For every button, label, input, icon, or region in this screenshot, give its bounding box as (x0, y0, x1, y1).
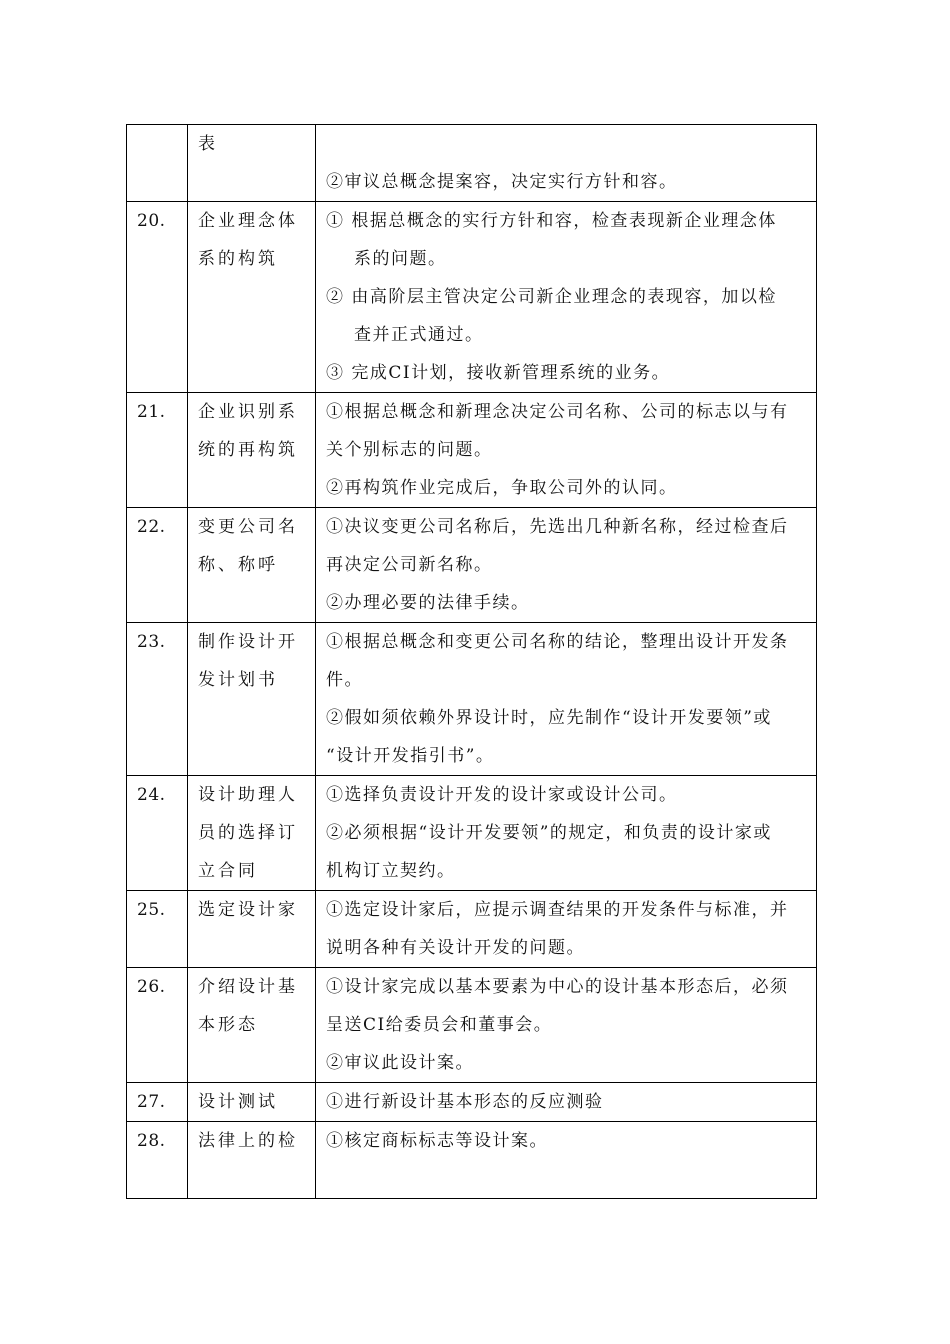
table-row (127, 1083, 817, 1122)
description-line: 呈送CI给委员会和董事会。 (326, 1015, 553, 1035)
task-line: 设计测试 (198, 1092, 278, 1112)
step-number: 21. (127, 393, 188, 508)
description-line: ②再构筑作业完成后，争取公司外的认同。 (326, 478, 678, 498)
task-line: 制作设计开 (198, 632, 298, 652)
description-line: ②必须根据“设计开发要领”的规定，和负责的设计家或 (326, 823, 772, 843)
step-task (188, 1083, 316, 1122)
description-line: ①根据总概念和变更公司名称的结论，整理出设计开发条 (326, 632, 789, 652)
task-line: 发计划书 (198, 670, 278, 690)
step-number: 20. (127, 202, 188, 393)
table-row (127, 1122, 817, 1199)
description-line: ①选定设计家后，应提示调查结果的开发条件与标准，并 (326, 900, 789, 920)
description-line: ①选择负责设计开发的设计家或设计公司。 (326, 785, 678, 805)
task-line: 员的选择订 (198, 823, 298, 843)
step-description (316, 1083, 817, 1122)
description-line: ②审议此设计案。 (326, 1053, 474, 1073)
description-line: ①进行新设计基本形态的反应测验 (326, 1092, 604, 1112)
description-line: 件。 (326, 670, 363, 690)
task-line: 本形态 (198, 1015, 258, 1035)
description-line: ②审议总概念提案容，决定实行方针和容。 (326, 172, 678, 192)
step-task (188, 202, 316, 393)
step-description (316, 891, 817, 968)
description-line: ②假如须依赖外界设计时，应先制作“设计开发要领”或 (326, 708, 772, 728)
step-number: 25. (127, 891, 188, 968)
step-number: 26. (127, 968, 188, 1083)
description-line: ① 根据总概念的实行方针和容，检查表现新企业理念体 (326, 211, 777, 231)
task-line: 设计助理人 (198, 785, 298, 805)
description-line: 查并正式通过。 (354, 325, 484, 345)
step-description (316, 1122, 817, 1199)
step-number: 27. (127, 1083, 188, 1122)
table-row (127, 623, 817, 776)
description-line: 机构订立契约。 (326, 861, 456, 881)
step-number: 28. (127, 1122, 188, 1199)
step-description (316, 623, 817, 776)
step-number: 22. (127, 508, 188, 623)
task-line: 表 (198, 134, 218, 154)
document-table (126, 124, 817, 1199)
description-line: ② 由高阶层主管决定公司新企业理念的表现容，加以检 (326, 287, 777, 307)
task-line: 介绍设计基 (198, 977, 298, 997)
task-line: 选定设计家 (198, 900, 298, 920)
step-task (188, 776, 316, 891)
step-task (188, 125, 316, 202)
description-line: ①设计家完成以基本要素为中心的设计基本形态后，必须 (326, 977, 789, 997)
task-line: 变更公司名 (198, 517, 298, 537)
step-number: 23. (127, 623, 188, 776)
step-description (316, 202, 817, 393)
table-row (127, 508, 817, 623)
table-body (127, 125, 817, 1199)
table-row (127, 776, 817, 891)
step-description (316, 508, 817, 623)
task-line: 企业识别系 (198, 402, 298, 422)
step-description (316, 968, 817, 1083)
step-description (316, 776, 817, 891)
table-row (127, 891, 817, 968)
step-description (316, 393, 817, 508)
task-line: 企业理念体 (198, 211, 298, 231)
description-line: 系的问题。 (354, 249, 447, 269)
task-line: 系的构筑 (198, 249, 278, 269)
description-line: ①决议变更公司名称后，先选出几种新名称，经过检查后 (326, 517, 789, 537)
description-line: ①根据总概念和新理念决定公司名称、公司的标志以与有 (326, 402, 789, 422)
task-line: 立合同 (198, 861, 258, 881)
task-line: 法律上的检 (198, 1131, 298, 1151)
table-row (127, 125, 817, 202)
description-line: ②办理必要的法律手续。 (326, 593, 530, 613)
description-line: 说明各种有关设计开发的问题。 (326, 938, 585, 958)
step-task (188, 623, 316, 776)
step-task (188, 393, 316, 508)
description-line: ③ 完成CI计划，接收新管理系统的业务。 (326, 363, 671, 383)
description-line (326, 1160, 806, 1198)
step-number: 24. (127, 776, 188, 891)
step-number (127, 125, 188, 202)
description-line: ①核定商标标志等设计案。 (326, 1131, 548, 1151)
step-task (188, 968, 316, 1083)
table-row (127, 968, 817, 1083)
step-task (188, 891, 316, 968)
step-task (188, 508, 316, 623)
description-line: 再决定公司新名称。 (326, 555, 493, 575)
description-line: 关个别标志的问题。 (326, 440, 493, 460)
task-line: 统的再构筑 (198, 440, 298, 460)
table-row (127, 202, 817, 393)
step-description (316, 125, 817, 202)
task-line: 称、称呼 (198, 555, 278, 575)
description-line: “设计开发指引书”。 (326, 746, 495, 766)
step-task (188, 1122, 316, 1199)
table-row (127, 393, 817, 508)
